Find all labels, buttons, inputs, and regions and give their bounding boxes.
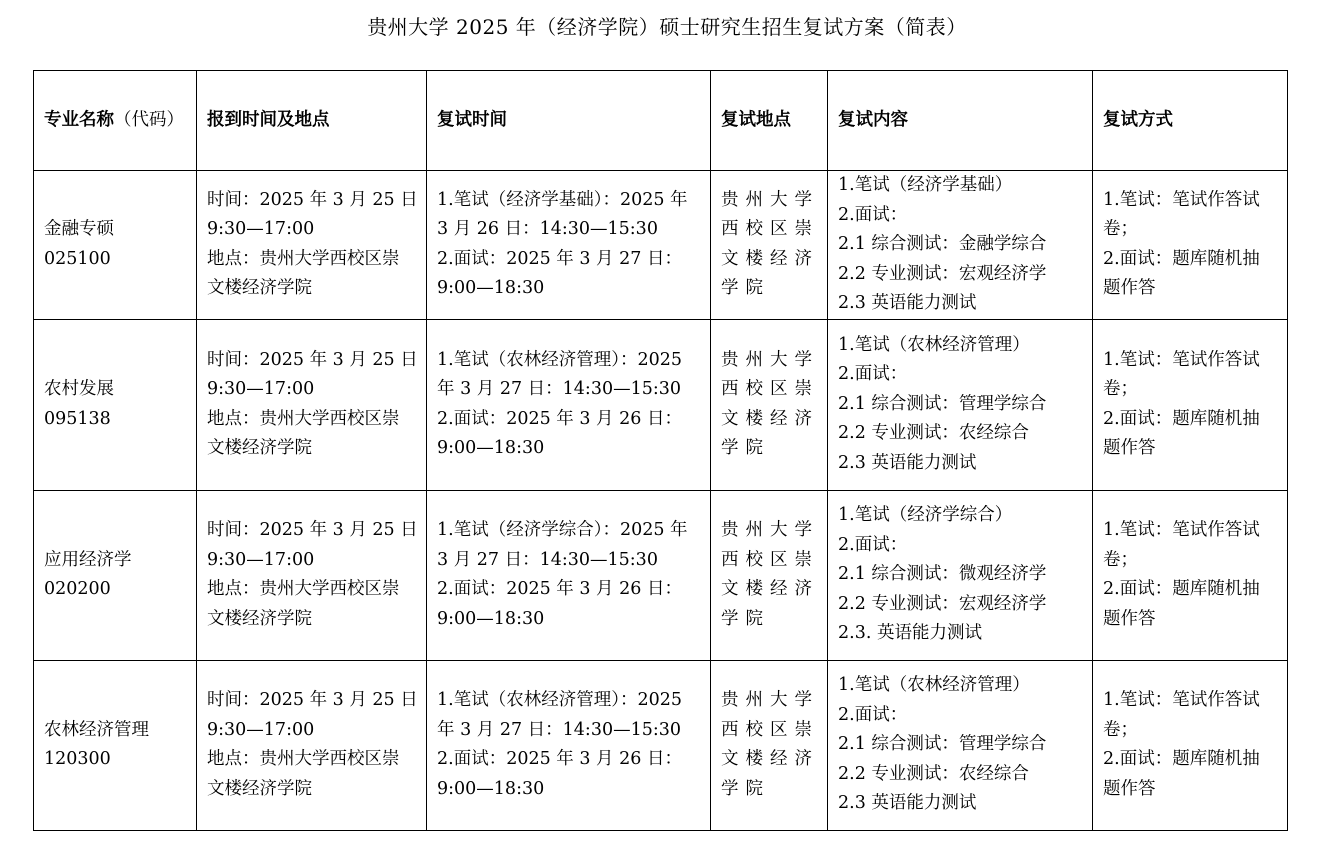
cell-major xyxy=(34,660,197,830)
checkin-line: 文楼经济学院 xyxy=(207,778,312,799)
cell-checkin xyxy=(197,171,427,320)
header-checkin: 报到时间及地点 xyxy=(197,71,427,171)
major-code: 020200 xyxy=(44,579,111,599)
method-line: 题作答 xyxy=(1103,278,1156,299)
exam-time-line: 1.笔试（经济学基础）：2025 年 xyxy=(437,189,688,210)
content-line: 1.笔试（经济学综合） xyxy=(838,505,1013,526)
exam-place-line: 西校区崇 xyxy=(721,219,819,240)
method-line: 题作答 xyxy=(1103,438,1156,458)
cell-exam-time xyxy=(427,319,711,490)
cell-method xyxy=(1093,171,1288,320)
cell-method xyxy=(1093,660,1288,830)
exam-time-line: 2.面试：2025 年 3 月 26 日： xyxy=(437,749,682,769)
header-exam-place: 复试地点 xyxy=(711,71,828,171)
checkin-line: 地点：贵州大学西校区崇 xyxy=(207,408,400,429)
checkin-line: 时间：2025 年 3 月 25 日 xyxy=(207,690,418,710)
exam-place-line: 贵州大学 xyxy=(721,189,819,210)
checkin-line: 地点：贵州大学西校区崇 xyxy=(207,579,400,599)
method-line: 1.笔试：笔试作答试 xyxy=(1103,690,1260,710)
method-line: 卷； xyxy=(1103,219,1138,240)
major-code: 095138 xyxy=(44,408,111,429)
header-major-name: 专业名称 xyxy=(44,109,114,130)
content-line: 2.1 综合测试：金融学综合 xyxy=(838,234,1047,254)
method-line: 1.笔试：笔试作答试 xyxy=(1103,189,1260,210)
table-row xyxy=(34,319,1288,490)
major-name: 农村发展 xyxy=(44,379,114,399)
cell-major xyxy=(34,171,197,320)
content-line: 2.面试： xyxy=(838,204,908,225)
cell-content xyxy=(828,490,1093,660)
content-line: 1.笔试（农林经济管理） xyxy=(838,675,1030,696)
content-line: 2.3 英语能力测试 xyxy=(838,293,977,313)
header-method: 复试方式 xyxy=(1093,71,1288,171)
cell-exam-place xyxy=(711,319,828,490)
exam-place-line: 文楼经济 xyxy=(721,248,819,269)
content-line: 2.2 专业测试：农经综合 xyxy=(838,423,1029,444)
header-exam-time: 复试时间 xyxy=(427,71,711,171)
method-line: 2.面试：题库随机抽 xyxy=(1103,248,1260,269)
major-name: 农林经济管理 xyxy=(44,719,149,740)
exam-place-line: 西校区崇 xyxy=(721,719,819,740)
cell-method xyxy=(1093,490,1288,660)
method-line: 题作答 xyxy=(1103,778,1156,799)
exam-time-line: 1.笔试（农林经济管理）：2025 xyxy=(437,690,682,710)
exam-time-line: 年 3 月 27 日：14:30—15:30 xyxy=(437,379,682,399)
content-line: 2.3. 英语能力测试 xyxy=(838,623,982,644)
cell-checkin xyxy=(197,490,427,660)
content-line: 2.1 综合测试：微观经济学 xyxy=(838,564,1047,585)
checkin-line: 时间：2025 年 3 月 25 日 xyxy=(207,349,418,370)
table-row xyxy=(34,171,1288,320)
checkin-line: 时间：2025 年 3 月 25 日 xyxy=(207,520,418,540)
method-line: 2.面试：题库随机抽 xyxy=(1103,579,1260,599)
major-code: 025100 xyxy=(44,248,111,269)
checkin-line: 地点：贵州大学西校区崇 xyxy=(207,248,400,269)
content-line: 2.面试： xyxy=(838,534,908,555)
cell-major xyxy=(34,490,197,660)
checkin-line: 时间：2025 年 3 月 25 日 xyxy=(207,189,418,210)
retest-plan-table xyxy=(33,70,1288,831)
checkin-line: 文楼经济学院 xyxy=(207,278,312,299)
exam-time-line: 1.笔试（经济学综合）：2025 年 xyxy=(437,520,688,540)
exam-place-line: 学院 xyxy=(721,778,770,799)
method-line: 2.面试：题库随机抽 xyxy=(1103,749,1260,769)
exam-time-line: 9:00—18:30 xyxy=(437,278,545,299)
exam-time-line: 2.面试：2025 年 3 月 27 日： xyxy=(437,248,682,269)
cell-exam-place xyxy=(711,660,828,830)
checkin-line: 9:30—17:00 xyxy=(207,549,315,570)
method-line: 1.笔试：笔试作答试 xyxy=(1103,349,1260,370)
exam-time-line: 9:00—18:30 xyxy=(437,778,545,799)
content-line: 2.3 英语能力测试 xyxy=(838,452,977,473)
checkin-line: 文楼经济学院 xyxy=(207,608,312,629)
cell-method xyxy=(1093,319,1288,490)
content-line: 2.2 专业测试：农经综合 xyxy=(838,763,1029,784)
exam-place-line: 西校区崇 xyxy=(721,549,819,570)
exam-time-line: 9:00—18:30 xyxy=(437,608,545,629)
method-line: 卷； xyxy=(1103,719,1138,740)
content-line: 2.1 综合测试：管理学综合 xyxy=(838,734,1047,755)
exam-place-line: 贵州大学 xyxy=(721,349,819,370)
header-major xyxy=(34,71,197,171)
checkin-line: 9:30—17:00 xyxy=(207,219,315,240)
header-major-code: （代码） xyxy=(114,109,184,130)
method-line: 题作答 xyxy=(1103,608,1156,629)
cell-content xyxy=(828,319,1093,490)
content-line: 1.笔试（农林经济管理） xyxy=(838,334,1030,355)
cell-exam-time xyxy=(427,660,711,830)
exam-place-line: 贵州大学 xyxy=(721,520,819,540)
method-line: 2.面试：题库随机抽 xyxy=(1103,408,1260,429)
exam-place-line: 贵州大学 xyxy=(721,690,819,710)
exam-time-line: 3 月 27 日：14:30—15:30 xyxy=(437,549,658,570)
header-content: 复试内容 xyxy=(828,71,1093,171)
major-name: 金融专硕 xyxy=(44,219,114,240)
exam-time-line: 2.面试：2025 年 3 月 26 日： xyxy=(437,579,682,599)
exam-place-line: 文楼经济 xyxy=(721,408,819,429)
major-code: 120300 xyxy=(44,749,111,769)
exam-time-line: 9:00—18:30 xyxy=(437,438,545,458)
exam-time-line: 3 月 26 日：14:30—15:30 xyxy=(437,219,658,240)
method-line: 1.笔试：笔试作答试 xyxy=(1103,520,1260,540)
method-line: 卷； xyxy=(1103,379,1138,399)
cell-content xyxy=(828,171,1093,320)
major-name: 应用经济学 xyxy=(44,549,132,570)
cell-exam-place xyxy=(711,171,828,320)
table-row xyxy=(34,660,1288,830)
exam-time-line: 1.笔试（农林经济管理）：2025 xyxy=(437,349,682,370)
content-line: 2.1 综合测试：管理学综合 xyxy=(838,393,1047,414)
exam-place-line: 学院 xyxy=(721,278,770,299)
content-line: 2.面试： xyxy=(838,364,908,385)
cell-exam-place xyxy=(711,490,828,660)
cell-exam-time xyxy=(427,171,711,320)
cell-exam-time xyxy=(427,490,711,660)
cell-content xyxy=(828,660,1093,830)
content-line: 1.笔试（经济学基础） xyxy=(838,175,1013,195)
checkin-line: 文楼经济学院 xyxy=(207,438,312,458)
exam-place-line: 学院 xyxy=(721,608,770,629)
table-row xyxy=(34,490,1288,660)
page-title: 贵州大学 2025 年（经济学院）硕士研究生招生复试方案（简表） xyxy=(367,15,967,39)
cell-major xyxy=(34,319,197,490)
method-line: 卷； xyxy=(1103,549,1138,570)
checkin-line: 9:30—17:00 xyxy=(207,379,315,399)
content-line: 2.面试： xyxy=(838,704,908,725)
exam-place-line: 文楼经济 xyxy=(721,749,819,769)
content-line: 2.2 专业测试：宏观经济学 xyxy=(838,593,1047,614)
content-line: 2.3 英语能力测试 xyxy=(838,793,977,814)
cell-checkin xyxy=(197,660,427,830)
exam-place-line: 文楼经济 xyxy=(721,579,819,599)
exam-time-line: 2.面试：2025 年 3 月 26 日： xyxy=(437,408,682,429)
cell-checkin xyxy=(197,319,427,490)
content-line: 2.2 专业测试：宏观经济学 xyxy=(838,263,1047,284)
exam-place-line: 西校区崇 xyxy=(721,379,819,399)
exam-place-line: 学院 xyxy=(721,438,770,458)
table-header-row xyxy=(34,71,1288,171)
checkin-line: 9:30—17:00 xyxy=(207,719,315,740)
checkin-line: 地点：贵州大学西校区崇 xyxy=(207,749,400,769)
exam-time-line: 年 3 月 27 日：14:30—15:30 xyxy=(437,719,682,740)
